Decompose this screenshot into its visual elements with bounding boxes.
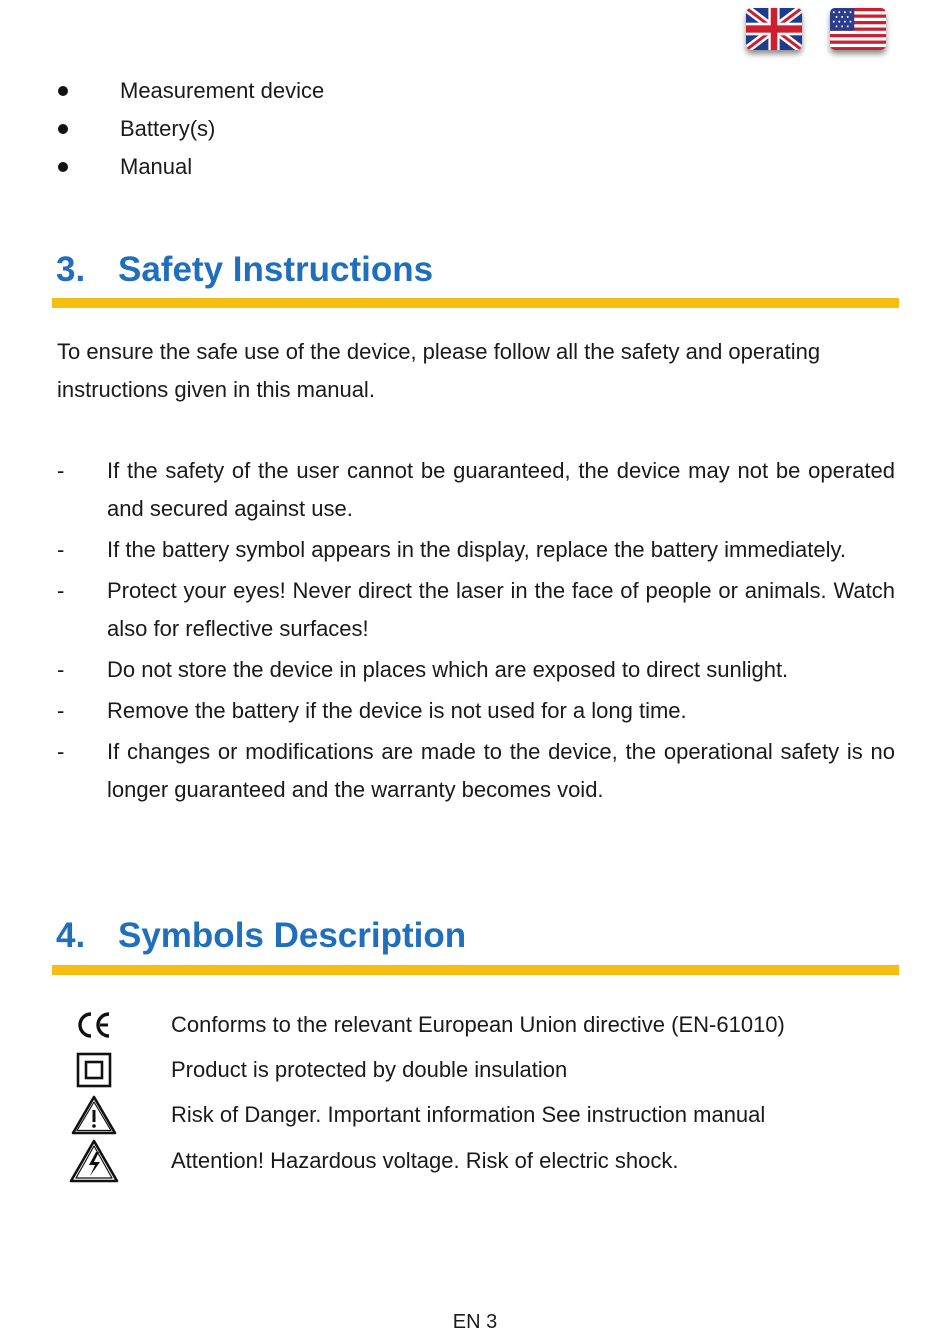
warning-triangle-icon xyxy=(60,1093,128,1137)
heading-rule xyxy=(52,965,899,975)
safety-section-heading xyxy=(56,248,899,292)
list-item: Manual xyxy=(56,148,324,186)
section-title: 3. Safety Instructions xyxy=(56,250,434,289)
bullet-icon xyxy=(58,86,68,96)
page-number: EN 3 xyxy=(452,1311,498,1333)
package-contents-list xyxy=(56,72,324,186)
symbol-row: Product is protected by double insulation xyxy=(60,1048,900,1092)
symbol-row: Conforms to the relevant European Union directive (EN-61010) xyxy=(60,1003,900,1047)
bullet-icon xyxy=(58,162,68,172)
list-item: - Do not store the device in places which are exposed to direct sunlight. xyxy=(57,657,789,682)
list-item: - If the battery symbol appears in the display, replace the battery immediately. xyxy=(57,537,846,562)
list-item: - If changes or modifications are made to the device, the operational safety is no longer guaranteed and the warranty becomes void. xyxy=(57,739,895,802)
list-item: - Remove the battery if the device is not used for a long time. xyxy=(57,698,687,723)
heading-rule xyxy=(52,298,899,308)
symbols-section-heading xyxy=(56,914,899,958)
safety-intro: To ensure the safe use of the device, please follow all the safety and operating instructions given in this manual. xyxy=(57,339,821,402)
list-item: Battery(s) xyxy=(56,110,324,148)
list-item: - Protect your eyes! Never direct the laser in the face of people or animals. Watch also for reflective surfaces! xyxy=(57,578,895,641)
language-flags xyxy=(746,8,886,50)
section-title: 4. Symbols Description xyxy=(56,916,467,955)
us-flag-icon[interactable] xyxy=(830,8,886,50)
double-insulation-icon xyxy=(60,1048,128,1092)
high-voltage-icon xyxy=(60,1139,128,1183)
bullet-icon xyxy=(58,124,68,134)
ce-mark-icon xyxy=(60,1003,128,1047)
symbol-row: Attention! Hazardous voltage. Risk of electric shock. xyxy=(60,1139,900,1183)
safety-instructions-list xyxy=(57,452,895,812)
uk-flag-icon[interactable] xyxy=(746,8,802,50)
list-item: Measurement device xyxy=(56,72,324,110)
list-item: - If the safety of the user cannot be guaranteed, the device may not be operated and secured against use. xyxy=(57,458,895,521)
symbol-row: Risk of Danger. Important information See instruction manual xyxy=(60,1093,900,1137)
